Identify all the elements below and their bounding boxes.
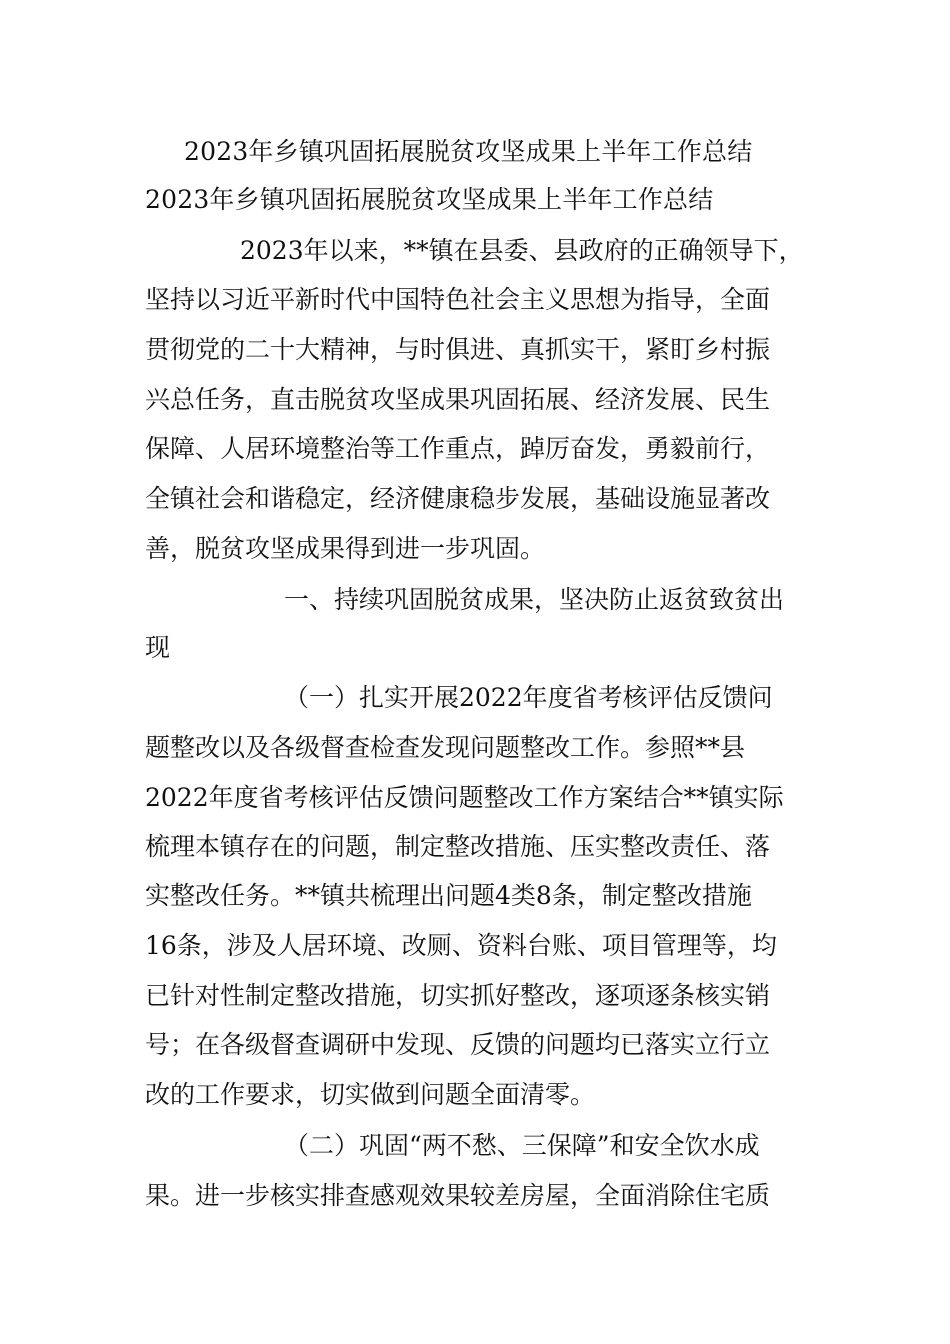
section-heading: 一、持续巩固脱贫成果，坚决防止返贫致贫出 xyxy=(284,585,785,614)
body-line: 2022年度省考核评估反馈问题整改工作方案结合**镇实际 xyxy=(145,783,784,812)
subsection-heading: （二）巩固“两不愁、三保障”和安全饮水成 xyxy=(284,1131,760,1160)
body-line: 已针对性制定整改措施，切实抓好整改，逐项逐条核实销 xyxy=(145,981,771,1010)
body-line: 改的工作要求，切实做到问题全面清零。 xyxy=(145,1080,596,1109)
body-line: 善，脱贫攻坚成果得到进一步巩固。 xyxy=(145,534,546,563)
body-line: 2023年以来，**镇在县委、县政府的正确领导下， xyxy=(240,236,804,265)
body-line: 兴总任务，直击脱贫攻坚成果巩固拓展、经济发展、民生 xyxy=(145,385,771,414)
body-line: 坚持以习近平新时代中国特色社会主义思想为指导，全面 xyxy=(145,285,771,314)
subsection-heading: （一）扎实开展2022年度省考核评估反馈问 xyxy=(284,683,773,712)
section-heading-continuation: 现 xyxy=(145,633,171,662)
body-line: 梳理本镇存在的问题，制定整改措施、压实整改责任、落 xyxy=(145,832,771,861)
body-line: 贯彻党的二十大精神，与时俱进、真抓实干，紧盯乡村振 xyxy=(145,335,771,364)
body-line: 果。进一步核实排查感观效果较差房屋，全面消除住宅质 xyxy=(145,1181,771,1210)
document-subtitle: 2023年乡镇巩固拓展脱贫攻坚成果上半年工作总结 xyxy=(145,185,714,214)
body-line: 保障、人居环境整治等工作重点，踔厉奋发，勇毅前行， xyxy=(145,434,771,463)
body-line: 号；在各级督查调研中发现、反馈的问题均已落实立行立 xyxy=(145,1030,771,1059)
body-line: 16条，涉及人居环境、改厕、资料台账、项目管理等，均 xyxy=(145,931,777,960)
document-title: 2023年乡镇巩固拓展脱贫攻坚成果上半年工作总结 xyxy=(184,137,753,166)
body-line: 实整改任务。**镇共梳理出问题4类8条，制定整改措施 xyxy=(145,881,752,910)
body-line: 题整改以及各级督查检查发现问题整改工作。参照**县 xyxy=(145,733,746,762)
body-line: 全镇社会和谐稳定，经济健康稳步发展，基础设施显著改 xyxy=(145,484,771,513)
